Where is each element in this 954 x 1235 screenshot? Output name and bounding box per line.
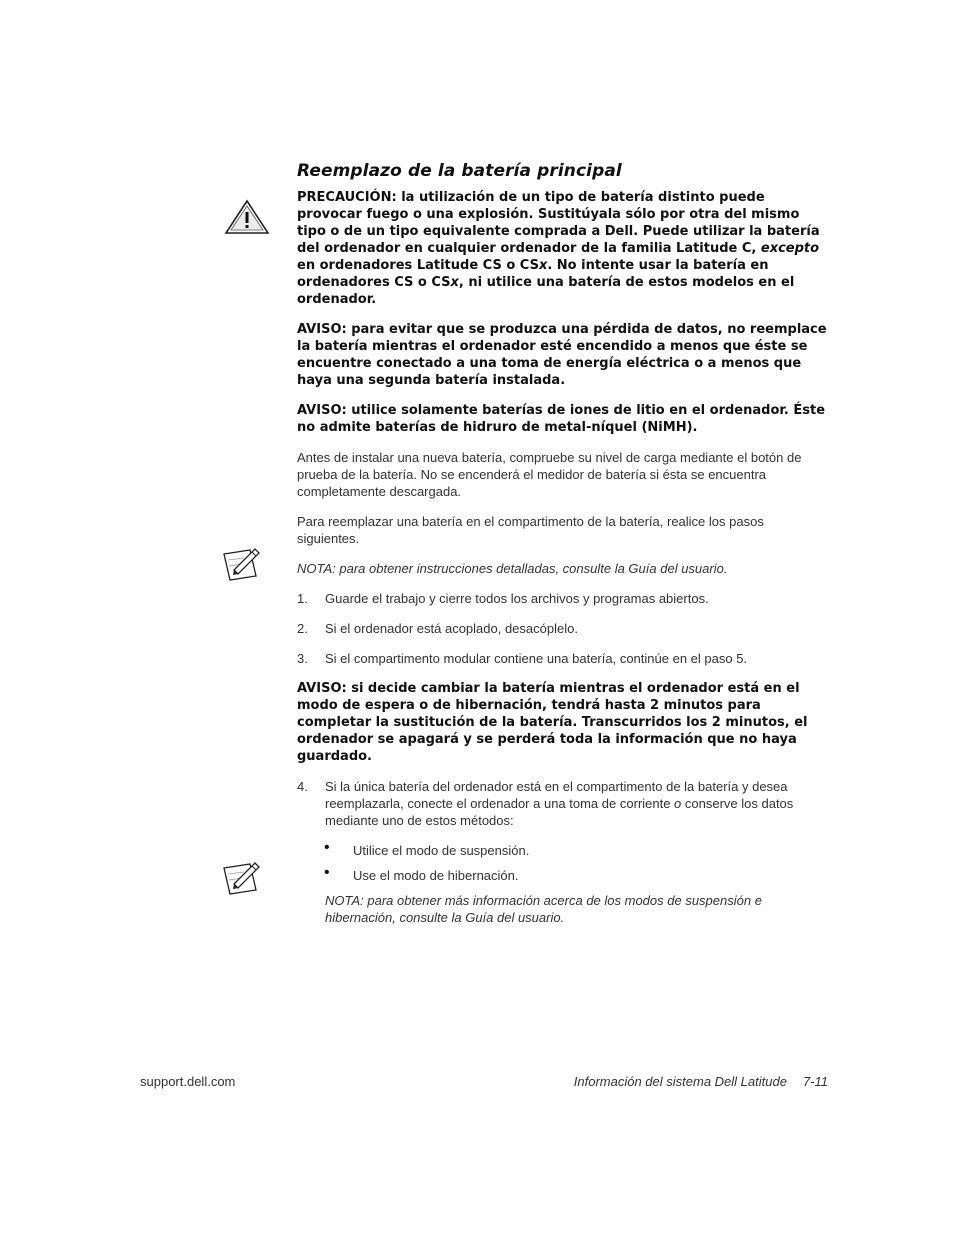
bullet-icon: • xyxy=(324,864,330,881)
note-pencil-icon xyxy=(222,860,262,896)
notice-data-loss: AVISO: para evitar que se produzca una pérdida de datos, no reemplace la batería mientras el ordenador esté encendido a menos que éste se encuentre conectado a una toma de energía eléctrica o a menos que haya una segunda batería instalada. xyxy=(297,322,827,388)
note-pencil-icon xyxy=(222,546,262,582)
paragraph-battery-check: Antes de instalar una nueva batería, compruebe su nivel de carga mediante el botón de prueba de la batería. No se encenderá el medidor de batería si ésta se encuentra completamente descargada. xyxy=(297,450,802,499)
notice-battery-type: AVISO: utilice solamente baterías de iones de litio en el ordenador. Éste no admite baterías de hidruro de metal-níquel (NiMH). xyxy=(297,403,826,435)
bullet-icon: • xyxy=(324,839,330,856)
notice-standby-hibernate: AVISO: si decide cambiar la batería mientras el ordenador está en el modo de espera o de hibernación, tendrá hasta 2 minutos para completar la sustitución de la batería. Transcurridos los 2 minutos, el ordenador se apagará y se perderá toda la información que no haya guardado. xyxy=(297,681,808,764)
list-item: 2. Si el ordenador está acoplado, desacóplelo. xyxy=(297,621,578,636)
list-item: 4. Si la única batería del ordenador está en el compartimento de la batería y desea reemplazarla, conecte el ordenador a una toma de corriente o conserve los datos mediante uno de estos métodos: xyxy=(297,779,794,828)
footer-url: support.dell.com xyxy=(140,1074,236,1089)
note-detailed-instructions: NOTA: para obtener instrucciones detalladas, consulte la Guía del usuario. xyxy=(297,561,728,576)
note-sleep-modes: NOTA: para obtener más información acerca de los modos de suspensión e hibernación, consulte la Guía del usuario. xyxy=(325,893,762,925)
paragraph-replace-steps: Para reemplazar una batería en el compartimento de la batería, realice los pasos siguientes. xyxy=(297,514,764,546)
caution-triangle-icon xyxy=(224,199,270,235)
caution-text: PRECAUCIÓN: la utilización de un tipo de batería distinto puede provocar fuego o una explosión. Sustitúyala sólo por otra del mismo tipo o de un tipo equivalente comprada a Dell. Puede utilizar la batería del ordenador en cualquier ordenador de la familia Latitude C, excepto en ordenadores Latitude CS o CSx. No intente usar la batería en ordenadores CS o CSx, ni utilice una batería de estos modelos en el ordenador. xyxy=(297,190,820,307)
bullet-item: • Use el modo de hibernación. xyxy=(324,864,519,883)
page-content xyxy=(297,161,829,926)
list-item: 3. Si el compartimento modular contiene una batería, continúe en el paso 5. xyxy=(297,651,748,666)
footer-title: Información del sistema Dell Latitude 7-11 xyxy=(573,1074,828,1089)
page-number: 7-11 xyxy=(802,1074,828,1089)
list-item: 1. Guarde el trabajo y cierre todos los archivos y programas abiertos. xyxy=(297,591,709,606)
bullet-item: • Utilice el modo de suspensión. xyxy=(324,839,530,858)
section-title: Reemplazo de la batería principal xyxy=(297,161,622,181)
